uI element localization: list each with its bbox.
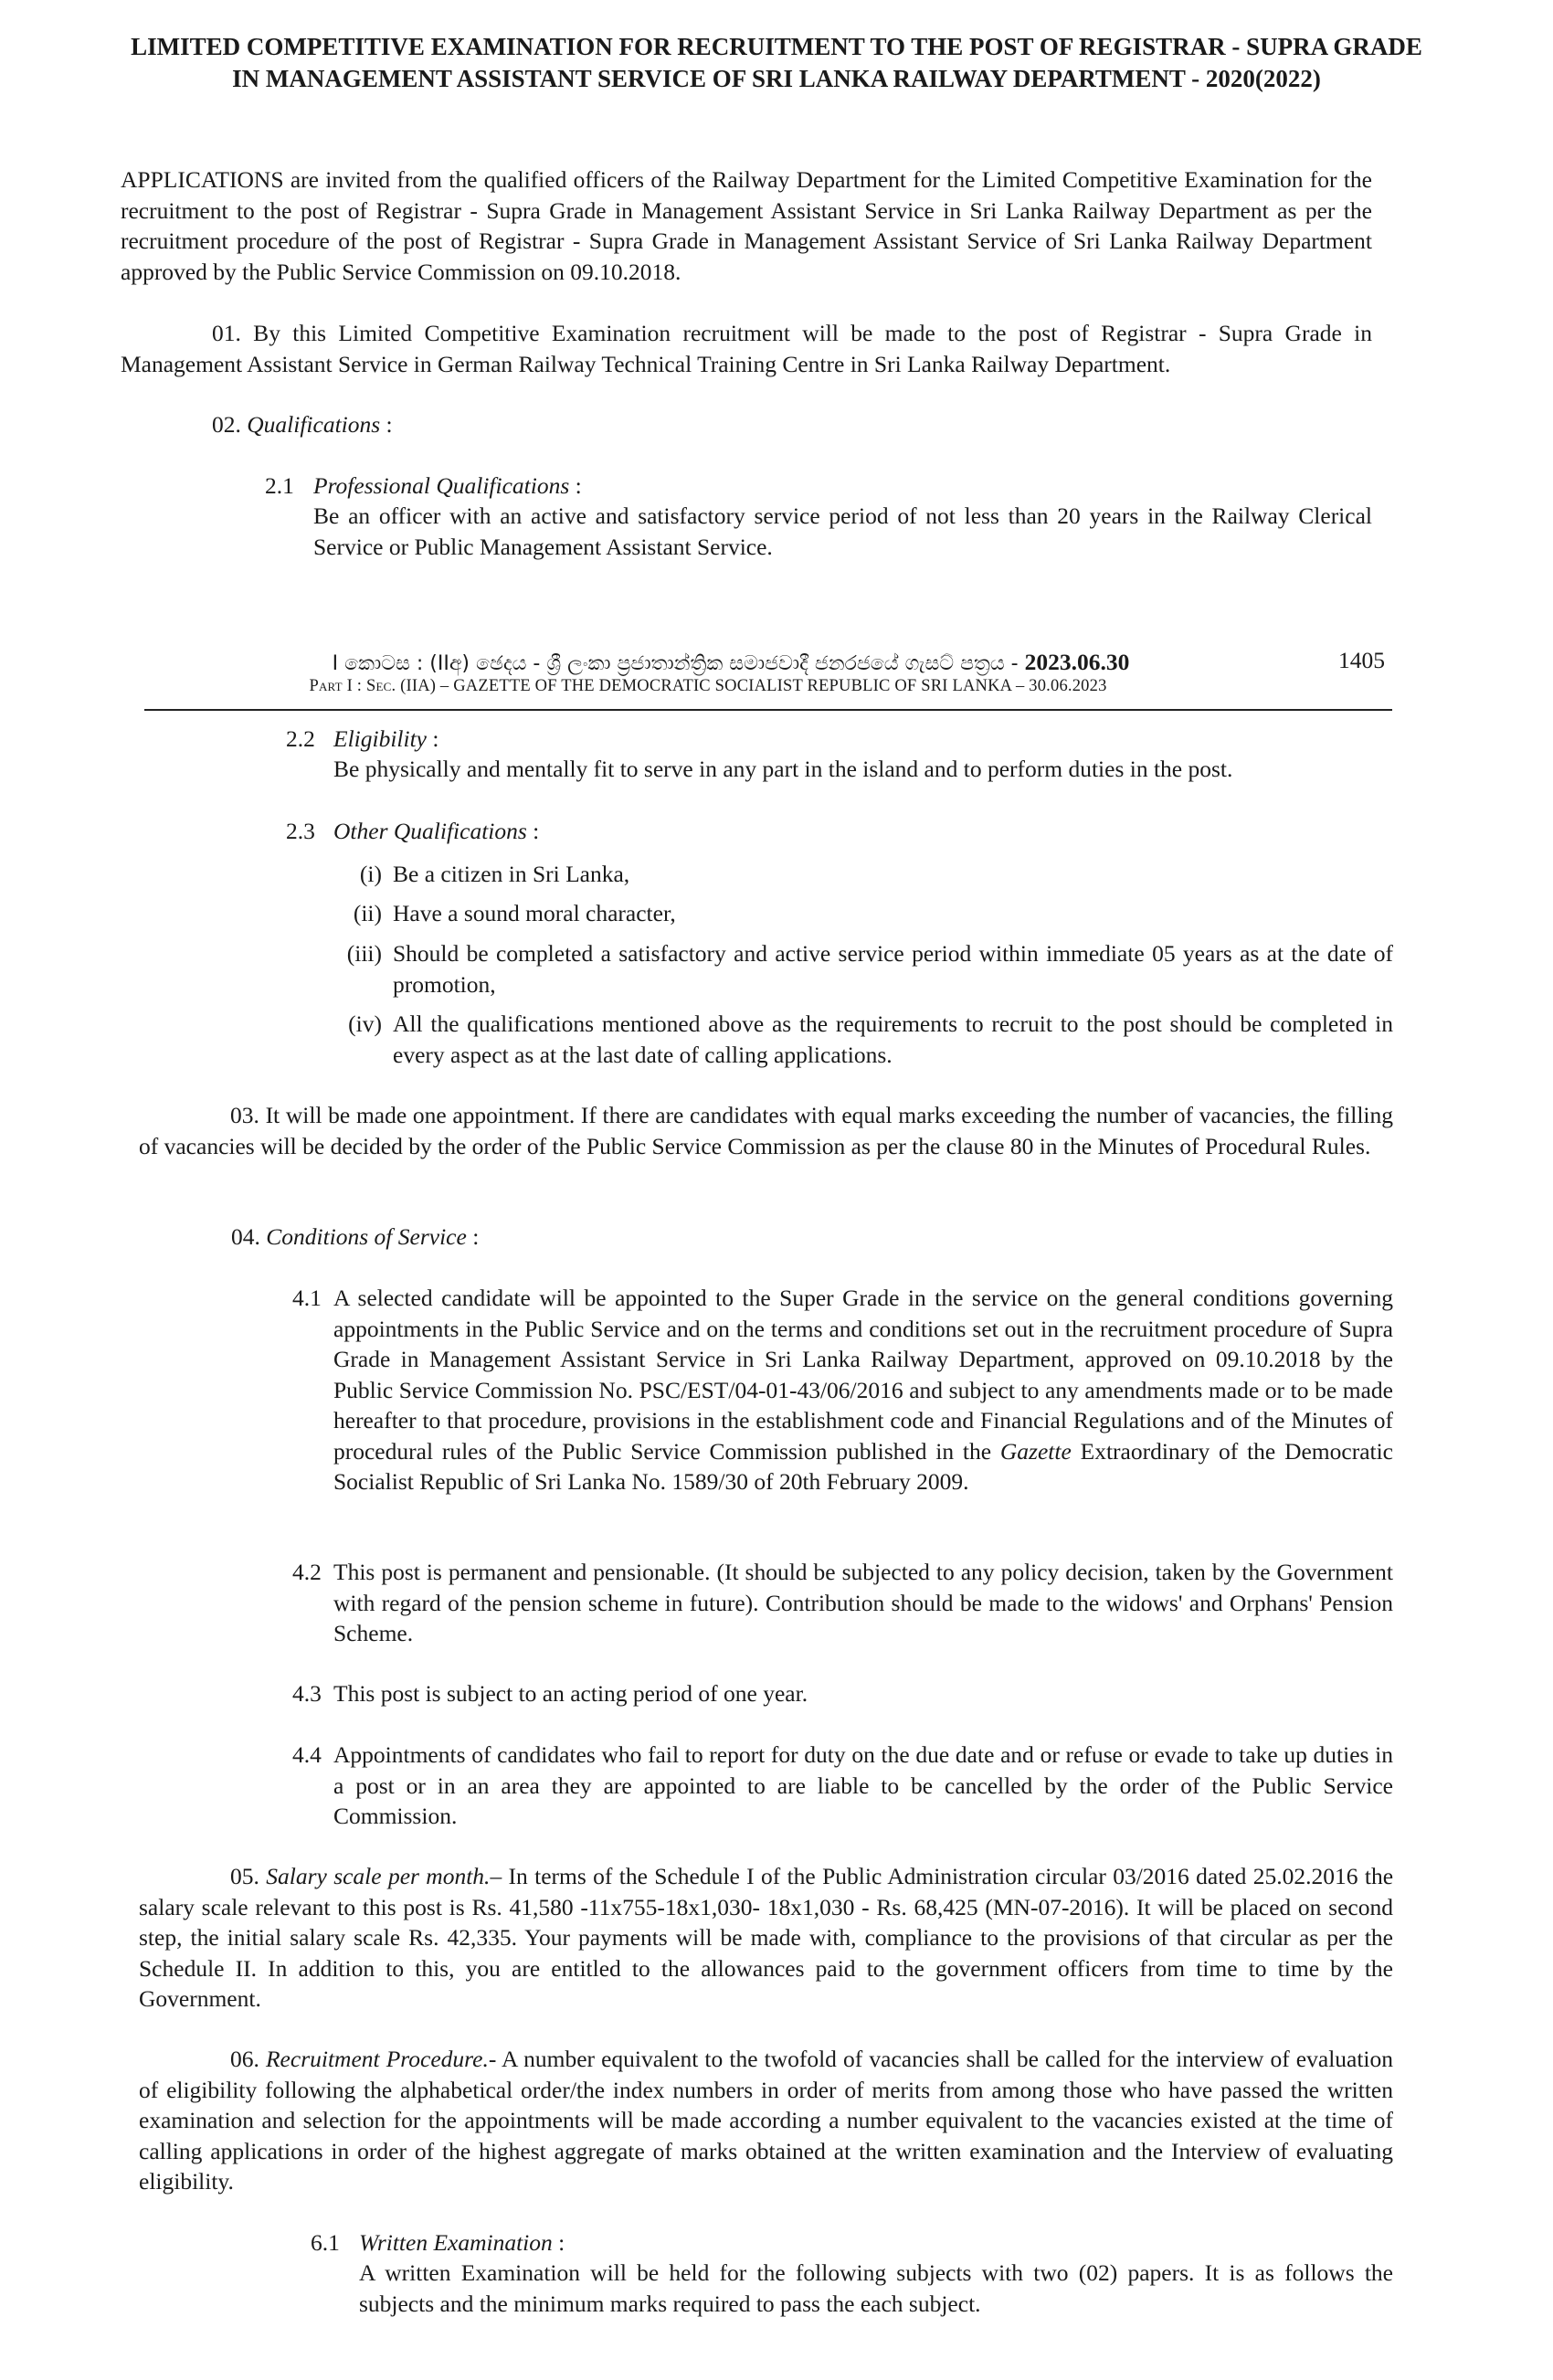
section-4-1-text-b: Extraordinary of the Democratic Socialist Republic of Sri Lanka No. 1589/30 of 20th February 2009.: [333, 1437, 1394, 1495]
section-2-3-colon: :: [526, 818, 540, 844]
section-2-1-number: 2.1: [265, 472, 294, 499]
section-02-title: Qualifications: [247, 411, 381, 438]
section-06-text: - A number equivalent to the twofold of vacancies shall be called for the interview of evaluation of eligibility following the alphabetical order/the index numbers in order of merits from among those who have passed the written examination and selection for the appointments will be made according a number equivalent to the vacancies existed at the time of calling applications in order of the highest aggregate of marks obtained at the written examination and the Interview of evaluating eligibility.: [139, 2046, 1394, 2195]
section-01: 01. By this Limited Competitive Examination recruitment will be made to the post of Registrar - Supra Grade in Management Assistant Service in German Railway Technical Training Centre in Sri Lanka Railway Department.: [121, 320, 1372, 377]
section-4-1-text-a: A selected candidate will be appointed to the Super Grade in the service on the general conditions governing appointments in the Public Service and on the terms and conditions set out in the recruitment procedure of Supra Grade in Management Assistant Service in Sri Lanka Railway Department, approved on 09.10.2018 by the Public Service Commission No. PSC/EST/04-01-43/06/2016 and subject to any amendments made or to be made hereafter to that procedure, provisions in the establishment code and Financial Regulations and of the Minutes of procedural rules of the Public Service Commission published in the: [333, 1285, 1393, 1465]
section-4-2-text: This post is permanent and pensionable. (It should be subjected to any policy decision, taken by the Government with regard of the pension scheme in future). Contribution should be made to the widows' and Orphans' Pension Scheme.: [333, 1559, 1393, 1646]
running-head-sec: Sec.: [365, 677, 396, 695]
section-2-3-title: Other Qualifications: [333, 818, 527, 844]
section-04-number: 04.: [231, 1223, 260, 1250]
section-6-1-heading: [359, 2227, 565, 2258]
page-number: 1405: [1338, 647, 1385, 673]
section-2-3-number: 2.3: [286, 818, 315, 844]
section-4-1-gazette: Gazette: [999, 1437, 1072, 1465]
running-head-separator: :: [352, 677, 366, 695]
list-item-text: All the qualifications mentioned above as the requirements to recruit to the post should be completed in every aspect as at the last date of calling applications.: [393, 1010, 1393, 1068]
section-02-heading: [212, 409, 393, 440]
section-04-title: Conditions of Service: [266, 1223, 467, 1250]
section-05-text: – In terms of the Schedule I of the Public Administration circular 03/2016 dated 25.02.2016 the salary scale relevant to this post is Rs. 41,580 -11x755-18x1,030- 18x1,030 - Rs. 68,425 (MN-07-2016). It will be placed on second step, the initial salary scale Rs. 42,335. Your payments will be made with, compliance to the provisions of that circular as per the Schedule II. In addition to this, you are entitled to the allowances paid to the government officers from time to time by the Government.: [139, 1863, 1394, 2012]
section-4-3-number: 4.3: [292, 1680, 322, 1707]
section-4-2-number: 4.2: [292, 1559, 322, 1585]
section-2-1-colon: :: [569, 472, 582, 499]
section-2-3-heading: [333, 816, 539, 847]
section-02-number: 02.: [212, 411, 241, 438]
section-6-1-number: 6.1: [311, 2229, 340, 2256]
section-6-1-colon: :: [552, 2229, 565, 2256]
intro-paragraph: APPLICATIONS are invited from the qualified officers of the Railway Department for the Limited Competitive Examination for the recruitment to the post of Registrar - Supra Grade in Management Assistant Service in Sri Lanka Railway Department as per the recruitment procedure of the post of Registrar - Supra Grade in Management Assistant Service of Sri Lanka Railway Department approved by the Public Service Commission on 09.10.2018.: [121, 166, 1372, 285]
section-2-1-title: Professional Qualifications: [313, 472, 570, 499]
section-4-1-text: [333, 1283, 1393, 1497]
list-item-label: (ii): [353, 900, 382, 926]
section-2-2-heading: [333, 724, 438, 755]
section-4-3-text: This post is subject to an acting period of one year.: [333, 1680, 808, 1707]
running-head-date: 2023.06.30: [1024, 649, 1130, 675]
running-head-sinhala: [274, 647, 1188, 680]
section-6-1-text: A written Examination will be held for the following subjects with two (02) papers. It is as follows the subjects and the minimum marks required to pass the each subject.: [359, 2259, 1393, 2317]
section-2-2-text: Be physically and mentally fit to serve in any part in the island and to perform duties in the post.: [333, 756, 1233, 782]
running-head-sinhala-text: I කොටස : (IIඅ) ඡෙදය - ශ්‍රී ලංකා ප්‍රජාතාන්ත්‍රික සමාජවාදී ජනරජයේ ගැසට් පත්‍රය -: [332, 652, 1025, 675]
section-02-colon: :: [380, 411, 393, 438]
section-03: 03. It will be made one appointment. If there are candidates with equal marks exceeding the number of vacancies, the filling of vacancies will be decided by the order of the Public Service Commission as per the clause 80 in the Minutes of Procedural Rules.: [139, 1102, 1393, 1159]
list-item-label: (i): [359, 861, 382, 887]
list-item-label: (iii): [346, 940, 382, 967]
section-06: [139, 2044, 1393, 2197]
section-05-heading: Salary scale per month.: [266, 1863, 491, 1889]
section-04-colon: :: [466, 1223, 480, 1250]
section-4-4-number: 4.4: [292, 1741, 322, 1768]
running-head-part: Part I: [309, 677, 353, 695]
section-06-heading: Recruitment Procedure.: [265, 2046, 489, 2072]
page-title: LIMITED COMPETITIVE EXAMINATION FOR RECRUITMENT TO THE POST OF REGISTRAR - SUPRA GRADE IN MANAGEMENT ASSISTANT SERVICE OF SRI LANKA RAILWAY DEPARTMENT - 2020(2022): [131, 33, 1422, 92]
section-2-2-colon: :: [427, 725, 439, 752]
section-4-4-text: Appointments of candidates who fail to report for duty on the due date and or refuse or evade to take up duties in a post or in an area they are appointed to are liable to be cancelled by the order of the Public Service Commission.: [333, 1741, 1393, 1829]
section-05-number: 05.: [230, 1863, 267, 1889]
section-2-1-text: Be an officer with an active and satisfactory service period of not less than 20 years in the Railway Clerical Service or Public Management Assistant Service.: [313, 502, 1372, 560]
list-item-text: Should be completed a satisfactory and active service period within immediate 05 years as at the date of promotion,: [393, 940, 1393, 998]
section-2-1-heading: [313, 471, 582, 502]
header-rule: [144, 709, 1392, 711]
list-item-label: (iv): [348, 1010, 382, 1037]
running-head-english: [137, 676, 1279, 696]
running-head-rest: (IIA) – GAZETTE OF THE DEMOCRATIC SOCIALIST REPUBLIC OF SRI LANKA – 30.06.2023: [396, 677, 1107, 695]
section-04-heading: [231, 1222, 479, 1253]
section-2-2-title: Eligibility: [333, 725, 427, 752]
list-item-text: Be a citizen in Sri Lanka,: [393, 861, 630, 887]
list-item-text: Have a sound moral character,: [393, 900, 676, 926]
section-6-1-title: Written Examination: [359, 2229, 553, 2256]
section-06-number: 06.: [230, 2046, 266, 2072]
section-05: [139, 1861, 1393, 2015]
section-2-2-number: 2.2: [286, 725, 315, 752]
section-4-1-number: 4.1: [292, 1285, 322, 1311]
